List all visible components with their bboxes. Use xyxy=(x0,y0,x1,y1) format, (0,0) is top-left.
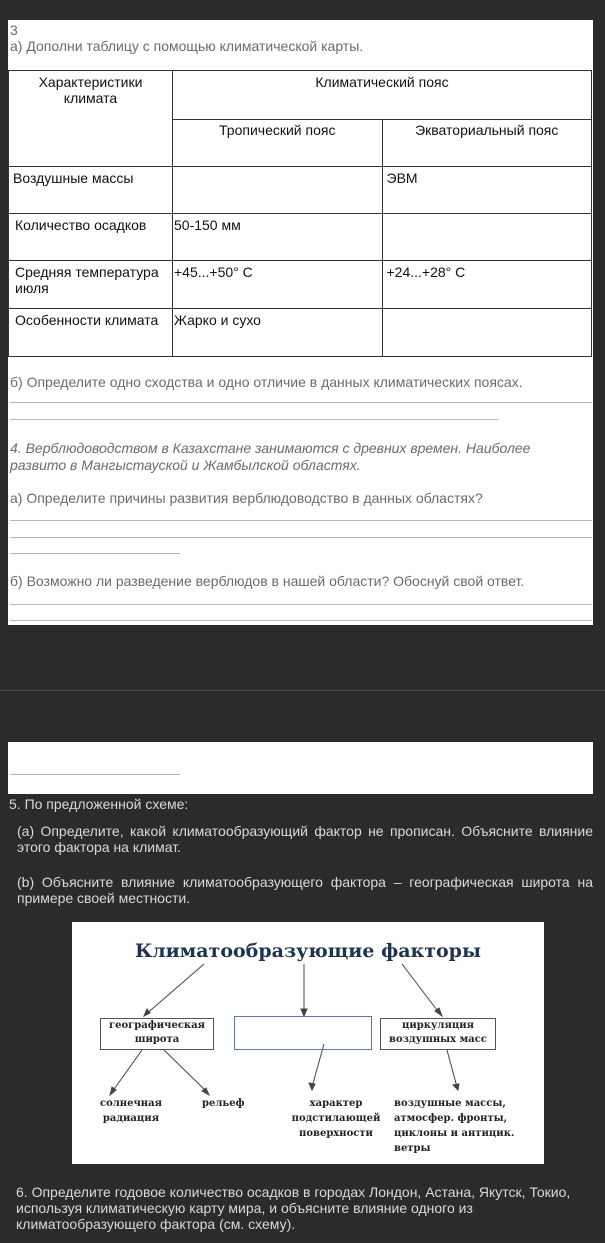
worksheet-strip xyxy=(8,742,593,794)
worksheet-top xyxy=(8,20,593,625)
table-row xyxy=(9,214,592,261)
leaf-relief: рельеф xyxy=(202,1098,245,1109)
divider xyxy=(0,690,605,691)
answer-line xyxy=(10,620,592,621)
answer-line xyxy=(10,520,592,521)
climate-table xyxy=(8,70,592,357)
cell-equator: +24...+28° С xyxy=(382,261,592,309)
cell-tropic: 50-150 мм xyxy=(173,214,383,261)
row-label: Особенности климата xyxy=(9,309,173,357)
task4-intro: 4. Верблюдоводством в Казахстане занимаются с древних времен. Наиболее развито в Мангыстауской и Жамбылской областях. xyxy=(10,440,531,473)
answer-line xyxy=(10,604,592,605)
task5-b: (b) Объясните влияние климатообразующего фактора – географическая широта на примере своей местности. xyxy=(17,874,593,906)
header-tropic: Тропический пояс xyxy=(173,120,383,167)
table-row xyxy=(9,167,592,214)
answer-line xyxy=(10,402,592,403)
header-climate-belt: Климатический пояс xyxy=(173,71,592,120)
task3-a-prompt: а) Дополни таблицу с помощью климатической карты. xyxy=(10,38,364,54)
row-label: Количество осадков xyxy=(9,214,173,261)
header-equator: Экваториальный пояс xyxy=(382,120,592,167)
task3-b-prompt: б) Определите одно сходства и одно отличие в данных климатических поясах. xyxy=(10,374,523,390)
leaf-solar-radiation: солнечная радиация xyxy=(100,1098,162,1124)
table-row xyxy=(9,309,592,357)
answer-line xyxy=(10,553,180,554)
task5-title: 5. По предложенной схеме: xyxy=(9,796,189,812)
cell-tropic: Жарко и сухо xyxy=(173,309,383,357)
answer-line xyxy=(10,419,498,420)
climate-factors-diagram xyxy=(72,922,544,1164)
task4-b-prompt: б) Возможно ли разведение верблюдов в нашей области? Обоснуй свой ответ. xyxy=(10,573,525,589)
cell-equator: ЭВМ xyxy=(382,167,592,214)
task-number: 3 xyxy=(10,22,18,38)
box-latitude: географическая широта xyxy=(100,1018,214,1050)
box-air-circulation: циркуляция воздушных масс xyxy=(380,1018,496,1050)
cell-tropic xyxy=(173,167,383,214)
answer-line xyxy=(10,537,592,538)
leaf-surface: характер подстилающей поверхности xyxy=(291,1098,381,1139)
leaf-air-masses: воздушные массы, атмосфер. фронты, циклоны и антицик. ветры xyxy=(394,1098,515,1154)
header-characteristics: Характеристики климата xyxy=(9,71,173,167)
row-label: Воздушные массы xyxy=(9,167,173,214)
cell-equator xyxy=(382,214,592,261)
task5-a: (a) Определите, какой климатообразующий фактор не прописан. Объясните влияние этого фактора на климат. xyxy=(17,823,593,855)
cell-equator xyxy=(382,309,592,357)
row-label: Средняя температура июля xyxy=(9,261,173,309)
cell-tropic: +45...+50° С xyxy=(173,261,383,309)
box-missing-factor xyxy=(234,1016,372,1050)
task4-a-prompt: а) Определите причины развития верблюдоводство в данных областях? xyxy=(10,490,483,506)
table-row xyxy=(9,261,592,309)
diagram-title: Климатообразующие факторы xyxy=(134,940,482,962)
answer-line xyxy=(10,774,180,775)
task6-text: 6. Определите годовое количество осадков в городах Лондон, Астана, Якутск, Токио, используя климатическую карту мира, и объясните влияние одного из климатообразующего фактора (см. схему). xyxy=(16,1184,571,1232)
